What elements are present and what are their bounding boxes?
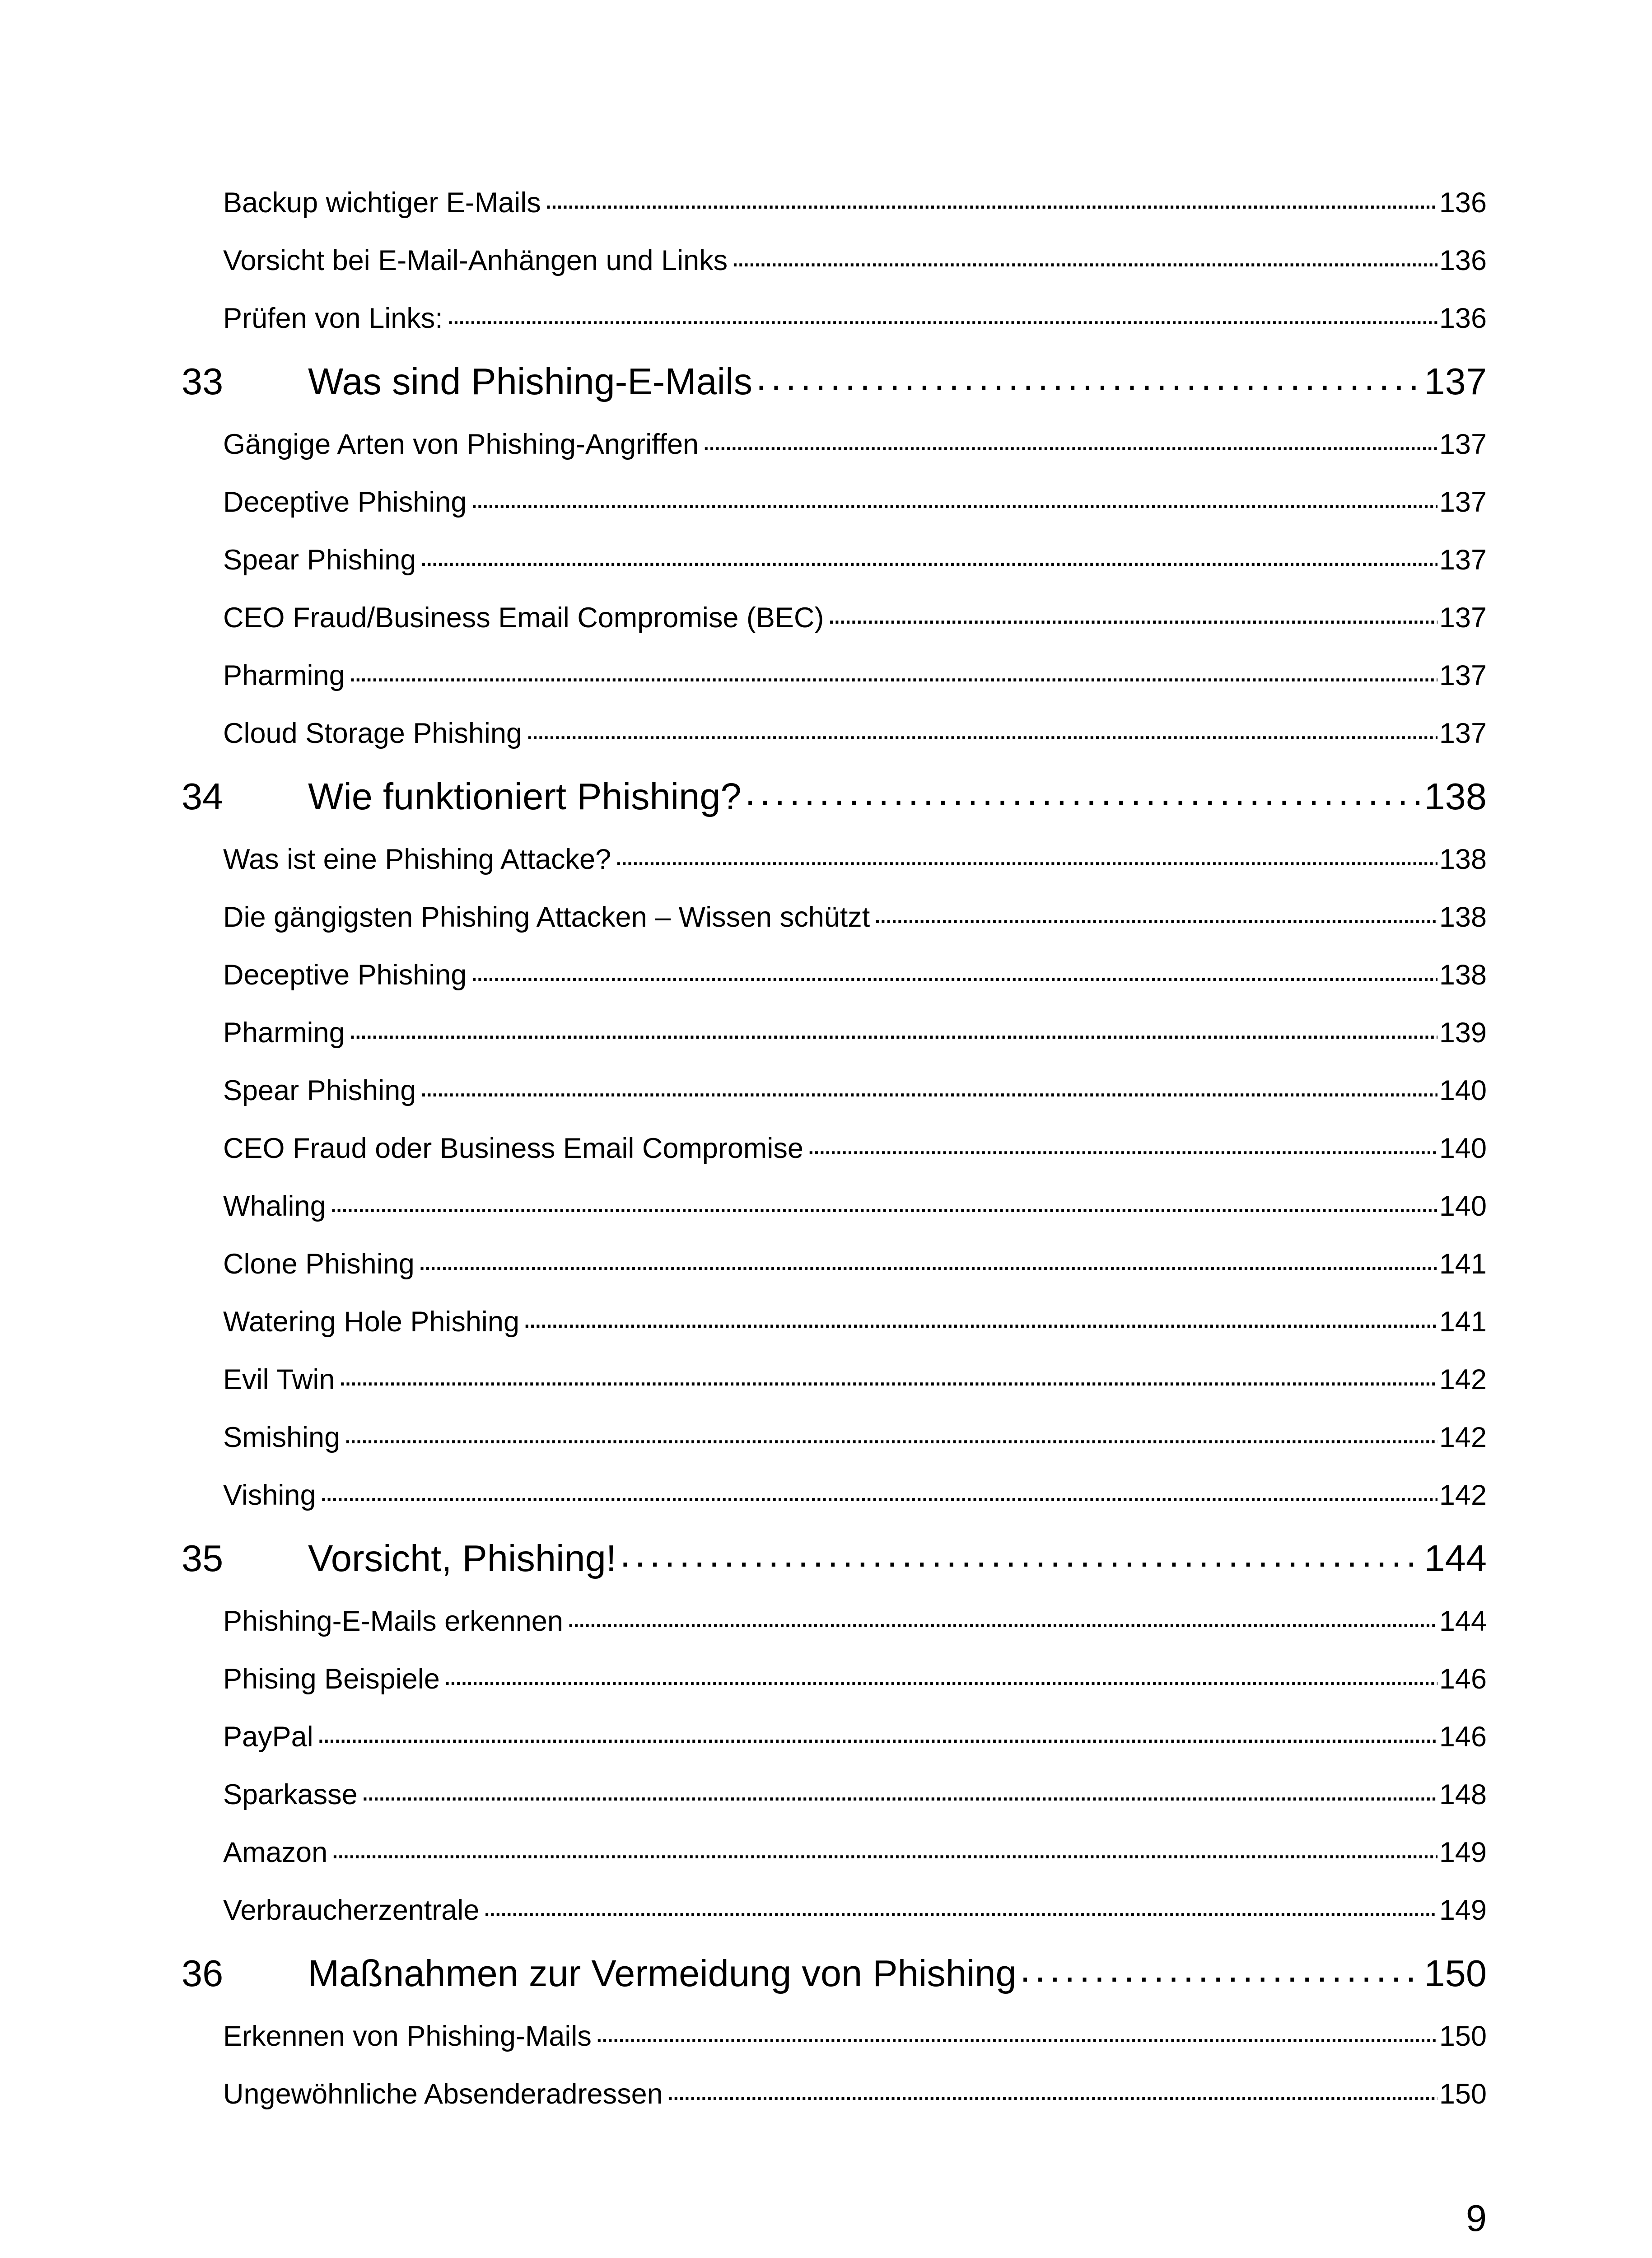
toc-section-entry[interactable] [182, 1708, 1487, 1766]
dot-leader [338, 1366, 1437, 1394]
entry-page-number: 148 [1439, 1778, 1487, 1810]
dot-leader [731, 247, 1437, 275]
entry-title: Phising Beispiele [223, 1663, 440, 1695]
toc-section-entry[interactable] [182, 174, 1487, 232]
dot-leader [745, 778, 1423, 815]
chapter-number: 35 [182, 1537, 224, 1579]
dot-leader [595, 2022, 1437, 2051]
toc-section-entry[interactable] [182, 888, 1487, 946]
entry-title: Ungewöhnliche Absenderadressen [223, 2078, 663, 2110]
dot-leader [418, 1250, 1437, 1278]
entry-page-number: 137 [1439, 486, 1487, 518]
entry-page-number: 140 [1439, 1074, 1487, 1106]
entry-title: Spear Phishing [223, 1074, 416, 1106]
entry-title: Deceptive Phishing [223, 486, 467, 518]
entry-page-number: 144 [1424, 1537, 1487, 1579]
entry-page-number: 144 [1439, 1605, 1487, 1637]
dot-leader [620, 1540, 1423, 1577]
toc-section-entry[interactable] [182, 1120, 1487, 1177]
entry-title: Was ist eine Phishing Attacke? [223, 843, 611, 875]
entry-title: CEO Fraud oder Business Email Compromise [223, 1132, 803, 1164]
dot-leader [567, 1607, 1437, 1636]
entry-page-number: 136 [1439, 302, 1487, 334]
entry-page-number: 149 [1439, 1894, 1487, 1926]
entry-page-number: 149 [1439, 1836, 1487, 1868]
entry-title: Was sind Phishing-E-Mails [308, 360, 753, 402]
toc-section-entry[interactable] [182, 946, 1487, 1004]
dot-leader [873, 903, 1437, 932]
dot-leader [443, 1665, 1437, 1694]
toc-section-entry[interactable] [182, 531, 1487, 589]
toc-section-entry[interactable] [182, 1766, 1487, 1824]
entry-page-number: 141 [1439, 1248, 1487, 1280]
dot-leader [349, 1019, 1437, 1047]
toc-section-entry[interactable] [182, 589, 1487, 647]
entry-page-number: 136 [1439, 244, 1487, 276]
dot-leader [330, 1192, 1437, 1221]
dot-leader [526, 719, 1437, 748]
dot-leader [756, 363, 1423, 400]
dot-leader [317, 1723, 1437, 1751]
chapter-number: 36 [182, 1952, 224, 1994]
toc-section-entry[interactable] [182, 1592, 1487, 1650]
toc-section-entry[interactable] [182, 232, 1487, 289]
dot-leader [545, 189, 1437, 217]
toc-section-entry[interactable] [182, 415, 1487, 473]
entry-page-number: 140 [1439, 1190, 1487, 1222]
entry-page-number: 139 [1439, 1017, 1487, 1049]
dot-leader [420, 1077, 1437, 1105]
entry-page-number: 138 [1439, 901, 1487, 933]
entry-title: Evil Twin [223, 1363, 335, 1395]
toc-section-entry[interactable] [182, 830, 1487, 888]
entry-page-number: 142 [1439, 1479, 1487, 1511]
table-of-contents [182, 174, 1487, 2123]
entry-page-number: 136 [1439, 187, 1487, 219]
dot-leader [361, 1781, 1437, 1809]
entry-page-number: 137 [1439, 659, 1487, 691]
entry-title: Watering Hole Phishing [223, 1306, 519, 1338]
entry-page-number: 150 [1439, 2020, 1487, 2052]
dot-leader [420, 546, 1437, 574]
entry-page-number: 137 [1439, 428, 1487, 460]
dot-leader [320, 1481, 1437, 1510]
entry-page-number: 141 [1439, 1306, 1487, 1338]
entry-title: Erkennen von Phishing-Mails [223, 2020, 592, 2052]
entry-title: Smishing [223, 1421, 341, 1453]
toc-chapter-entry[interactable] [182, 1939, 1487, 2007]
entry-title: Verbraucherzentrale [223, 1894, 480, 1926]
dot-leader [667, 2080, 1437, 2109]
dot-leader [1020, 1955, 1423, 1992]
dot-leader [483, 1896, 1437, 1925]
entry-title: Whaling [223, 1190, 326, 1222]
entry-page-number: 142 [1439, 1421, 1487, 1453]
entry-title: Amazon [223, 1836, 328, 1868]
entry-title: Clone Phishing [223, 1248, 415, 1280]
entry-page-number: 140 [1439, 1132, 1487, 1164]
entry-title: Backup wichtiger E-Mails [223, 187, 541, 219]
chapter-number: 33 [182, 360, 224, 402]
toc-section-entry[interactable] [182, 1293, 1487, 1351]
entry-title: Gängige Arten von Phishing-Angriffen [223, 428, 699, 460]
entry-title: CEO Fraud/Business Email Compromise (BEC) [223, 602, 824, 634]
entry-page-number: 150 [1439, 2078, 1487, 2110]
toc-chapter-entry[interactable] [182, 762, 1487, 830]
toc-chapter-entry[interactable] [182, 347, 1487, 415]
entry-title: Prüfen von Links: [223, 302, 443, 334]
entry-title: Die gängigsten Phishing Attacken – Wissen schützt [223, 901, 870, 933]
dot-leader [827, 604, 1437, 632]
toc-chapter-entry[interactable] [182, 1524, 1487, 1592]
entry-title: Vorsicht, Phishing! [308, 1537, 616, 1579]
toc-section-entry[interactable] [182, 1650, 1487, 1708]
entry-page-number: 137 [1439, 544, 1487, 576]
entry-title: Cloud Storage Phishing [223, 717, 522, 749]
entry-title: Spear Phishing [223, 544, 416, 576]
dot-leader [447, 304, 1437, 333]
dot-leader [349, 662, 1437, 690]
dot-leader [470, 961, 1437, 989]
entry-page-number: 146 [1439, 1663, 1487, 1695]
entry-page-number: 138 [1424, 775, 1487, 817]
entry-page-number: 142 [1439, 1363, 1487, 1395]
toc-section-entry[interactable] [182, 1177, 1487, 1235]
entry-page-number: 137 [1439, 717, 1487, 749]
toc-section-entry[interactable] [182, 1881, 1487, 1939]
page-number: 9 [1465, 2197, 1487, 2239]
entry-title: Phishing-E-Mails erkennen [223, 1605, 563, 1637]
chapter-number: 34 [182, 775, 224, 817]
entry-title: Wie funktioniert Phishing? [308, 775, 742, 817]
toc-section-entry[interactable] [182, 647, 1487, 704]
toc-section-entry[interactable] [182, 1235, 1487, 1293]
toc-section-entry[interactable] [182, 2007, 1487, 2065]
entry-page-number: 138 [1439, 959, 1487, 991]
toc-section-entry[interactable] [182, 1351, 1487, 1409]
entry-title: Pharming [223, 659, 345, 691]
toc-section-entry[interactable] [182, 473, 1487, 531]
toc-section-entry[interactable] [182, 1824, 1487, 1881]
dot-leader [615, 845, 1437, 874]
dot-leader [470, 488, 1437, 517]
toc-section-entry[interactable] [182, 1466, 1487, 1524]
entry-title: Sparkasse [223, 1778, 358, 1810]
entry-title: Vorsicht bei E-Mail-Anhängen und Links [223, 244, 728, 276]
dot-leader [523, 1308, 1437, 1336]
toc-section-entry[interactable] [182, 2065, 1487, 2123]
entry-page-number: 150 [1424, 1952, 1487, 1994]
entry-title: PayPal [223, 1721, 313, 1753]
toc-section-entry[interactable] [182, 1409, 1487, 1466]
entry-page-number: 137 [1424, 360, 1487, 402]
entry-page-number: 146 [1439, 1721, 1487, 1753]
dot-leader [344, 1423, 1437, 1452]
dot-leader [702, 430, 1437, 459]
entry-title: Deceptive Phishing [223, 959, 467, 991]
toc-section-entry[interactable] [182, 289, 1487, 347]
entry-title: Vishing [223, 1479, 316, 1511]
dot-leader [807, 1134, 1437, 1163]
dot-leader [331, 1838, 1437, 1867]
toc-section-entry[interactable] [182, 1062, 1487, 1120]
toc-section-entry[interactable] [182, 704, 1487, 762]
entry-title: Maßnahmen zur Vermeidung von Phishing [308, 1952, 1017, 1994]
entry-page-number: 137 [1439, 602, 1487, 634]
toc-section-entry[interactable] [182, 1004, 1487, 1062]
entry-title: Pharming [223, 1017, 345, 1049]
entry-page-number: 138 [1439, 843, 1487, 875]
